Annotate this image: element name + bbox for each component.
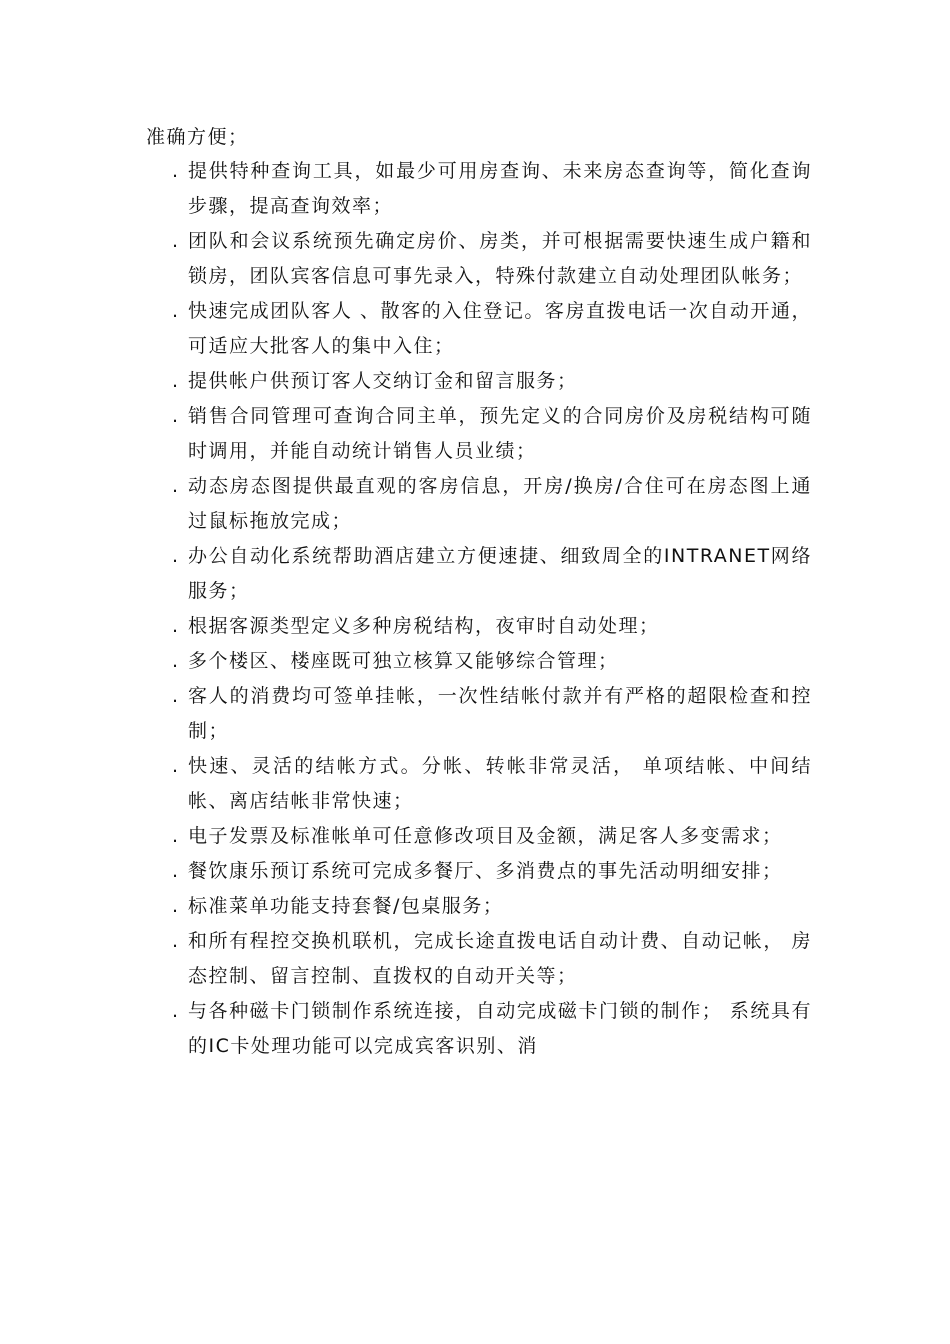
bullet-mark: . xyxy=(172,370,180,392)
list-item xyxy=(172,644,812,679)
list-item xyxy=(172,224,812,294)
list-item xyxy=(172,469,812,539)
bullet-mark: . xyxy=(172,160,180,182)
list-item xyxy=(172,994,812,1064)
list-item xyxy=(172,539,812,609)
list-item-text: 快速、灵活的结帐方式。分帐、转帐非常灵活， 单项结帐、中间结帐、离店结帐非常快速； xyxy=(188,755,812,812)
bullet-mark: . xyxy=(172,930,180,952)
list-item-text: 和所有程控交换机联机，完成长途直拨电话自动计费、自动记帐， 房态控制、留言控制、直拨权的自动开关等； xyxy=(188,930,812,987)
bullet-mark: . xyxy=(172,895,180,917)
list-item xyxy=(172,924,812,994)
list-item-text: 快速完成团队客人 、散客的入住登记。客房直拨电话一次自动开通，可适应大批客人的集中入住； xyxy=(188,300,812,357)
bullet-mark: . xyxy=(172,1000,180,1022)
bullet-mark: . xyxy=(172,300,180,322)
list-item xyxy=(172,854,812,889)
list-item xyxy=(172,364,812,399)
list-item-text: 动态房态图提供最直观的客房信息，开房/换房/合住可在房态图上通过鼠标拖放完成； xyxy=(188,475,812,532)
list-item xyxy=(172,819,812,854)
list-item xyxy=(172,294,812,364)
list-item xyxy=(172,609,812,644)
list-item-text: 销售合同管理可查询合同主单，预先定义的合同房价及房税结构可随时调用，并能自动统计销售人员业绩； xyxy=(188,405,812,462)
list-item xyxy=(172,399,812,469)
list-item-text: 团队和会议系统预先确定房价、房类，并可根据需要快速生成户籍和锁房，团队宾客信息可事先录入，特殊付款建立自动处理团队帐务； xyxy=(188,230,812,287)
list-item-text: 标准菜单功能支持套餐/包桌服务； xyxy=(188,895,504,917)
list-item-text: 餐饮康乐预订系统可完成多餐厅、多消费点的事先活动明细安排； xyxy=(188,860,783,882)
bullet-mark: . xyxy=(172,755,180,777)
bullet-mark: . xyxy=(172,545,180,567)
list-item-text: 电子发票及标准帐单可任意修改项目及金额，满足客人多变需求； xyxy=(188,825,783,847)
list-item-text: 客人的消费均可签单挂帐，一次性结帐付款并有严格的超限检查和控制； xyxy=(188,685,812,742)
bullet-mark: . xyxy=(172,475,180,497)
bullet-mark: . xyxy=(172,405,180,427)
list-item-text: 办公自动化系统帮助酒店建立方便速捷、细致周全的INTRANET网络服务； xyxy=(188,545,812,602)
list-item xyxy=(172,679,812,749)
list-item xyxy=(172,154,812,224)
list-item-text: 多个楼区、楼座既可独立核算又能够综合管理； xyxy=(188,650,619,672)
lead-text: 准确方便； xyxy=(146,126,249,148)
bullet-mark: . xyxy=(172,685,180,707)
bullet-mark: . xyxy=(172,650,180,672)
list-item-text: 提供特种查询工具，如最少可用房查询、未来房态查询等，简化查询步骤，提高查询效率； xyxy=(188,160,812,217)
feature-list xyxy=(172,154,812,1064)
list-item xyxy=(172,749,812,819)
list-item-text: 提供帐户供预订客人交纳订金和留言服务； xyxy=(188,370,578,392)
bullet-mark: . xyxy=(172,615,180,637)
bullet-mark: . xyxy=(172,230,180,252)
bullet-mark: . xyxy=(172,825,180,847)
list-item xyxy=(172,889,812,924)
list-item-text: 根据客源类型定义多种房税结构，夜审时自动处理； xyxy=(188,615,660,637)
bullet-mark: . xyxy=(172,860,180,882)
list-item-text: 与各种磁卡门锁制作系统连接，自动完成磁卡门锁的制作； 系统具有的IC卡处理功能可以完成宾客识别、消 xyxy=(188,1000,812,1057)
